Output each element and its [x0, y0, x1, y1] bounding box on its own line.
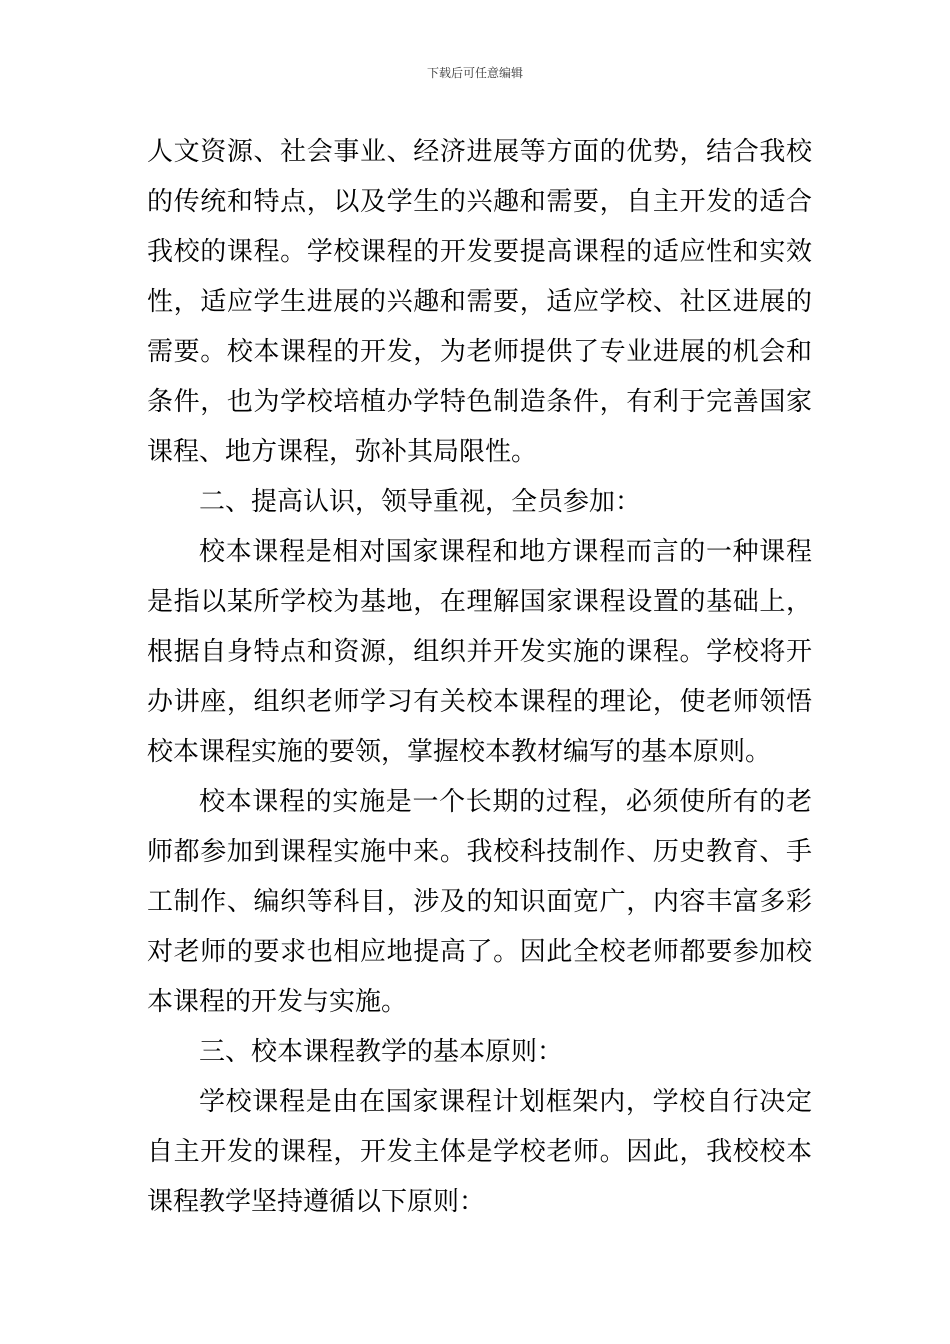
paragraph: 校本课程的实施是一个长期的过程，必须使所有的老师都参加到课程实施中来。我校科技制作、历史教育、手工制作、编织等科目，涉及的知识面宽广，内容丰富多彩对老师的要求也相应地提高了。因此全校老师都要参加校本课程的开发与实施。 — [147, 787, 812, 1017]
paragraph: 学校课程是由在国家课程计划框架内，学校自行决定自主开发的课程，开发主体是学校老师。因此，我校校本课程教学坚持遵循以下原则： — [147, 1087, 812, 1217]
section-heading-two: 二、提高认识，领导重视，全员参加： — [199, 487, 642, 517]
page-header: 下载后可任意编辑 — [426, 66, 523, 80]
section-heading-three: 三、校本课程教学的基本原则： — [199, 1037, 564, 1067]
paragraph: 校本课程是相对国家课程和地方课程而言的一种课程是指以某所学校为基地，在理解国家课程设置的基础上，根据自身特点和资源，组织并开发实施的课程。学校将开办讲座，组织老师学习有关校本课程的理论，使老师领悟校本课程实施的要领，掌握校本教材编写的基本原则。 — [147, 537, 812, 767]
paragraph-continued: 人文资源、社会事业、经济进展等方面的优势，结合我校的传统和特点，以及学生的兴趣和需要，自主开发的适合我校的课程。学校课程的开发要提高课程的适应性和实效性，适应学生进展的兴趣和需要，适应学校、社区进展的需要。校本课程的开发，为老师提供了专业进展的机会和条件，也为学校培植办学特色制造条件，有利于完善国家课程、地方课程，弥补其局限性。 — [147, 137, 812, 467]
document-body — [147, 127, 812, 1227]
